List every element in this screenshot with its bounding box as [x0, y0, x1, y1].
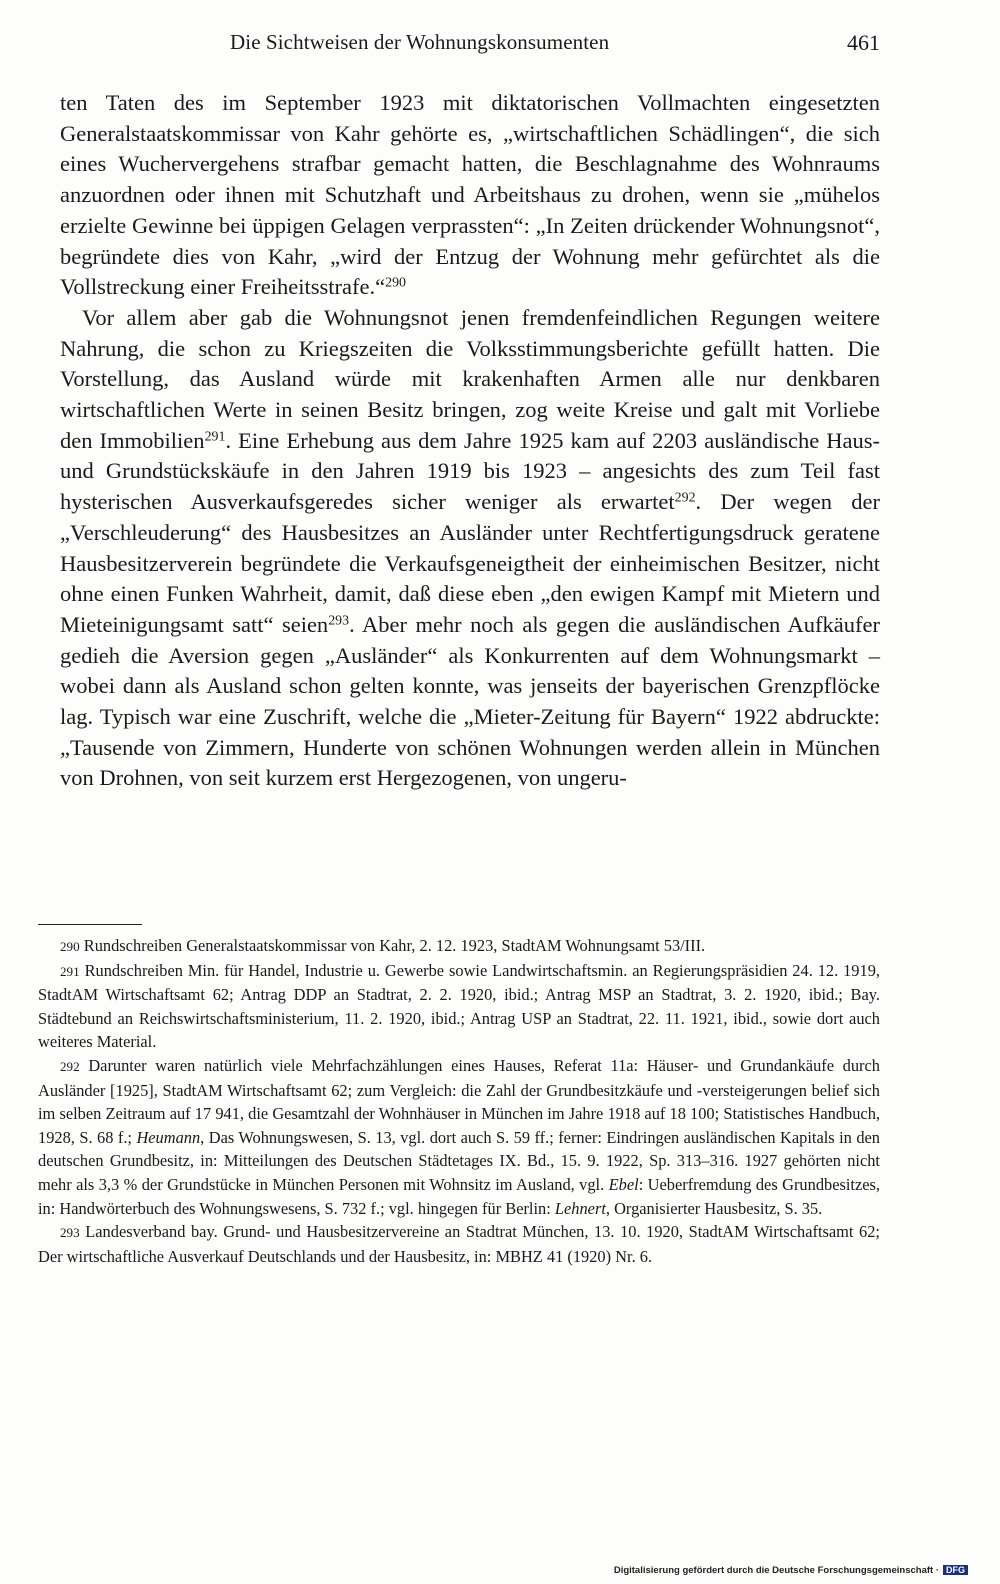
footnote-291 — [38, 959, 880, 1054]
footnote-292 — [38, 1054, 880, 1220]
paragraph-text: . Der wegen der „Verschleuderung“ des Hausbesitzes an Ausländer unter Rechtfertigungsdruck geratene Hausbesitzerverein begründete die Verkaufsgeneigtheit der einheimischen Besitzer, nicht ohne einen Funken Wahrheit, damit, daß diese eben „den ewigen Kampf mit Mietern und Mieteinigungsamt satt“ seien — [60, 489, 880, 637]
footnote-ref-291[interactable]: 291 — [204, 429, 226, 445]
main-text — [60, 88, 880, 794]
digitization-text: Digitalisierung gefördert durch die Deutsche Forschungsgemeinschaft · — [613, 1565, 939, 1576]
footnote-290 — [38, 934, 880, 959]
footnote-number: 291 — [60, 963, 80, 979]
author-name: Heumann — [136, 1127, 201, 1147]
author-name: Lehnert — [554, 1198, 606, 1218]
footnote-number: 293 — [60, 1225, 80, 1241]
footnote-ref-290[interactable]: 290 — [385, 275, 407, 291]
paragraph-text: ten Taten des im September 1923 mit diktatorischen Vollmachten eingesetzten Generalstaatskommissar von Kahr gehörte es, „wirtschaftlichen Schädlingen“, die sich eines Wuchervergehens strafbar gemacht hatten, die Beschlagnahme des Wohnraums anzuordnen oder ihnen mit Schutzhaft und Arbeitshaus zu drohen, wenn sie „mühelos erzielte Gewinne bei üppigen Gelagen verprassten“: „In Zeiten drückender Wohnungsnot“, begründete dies von Kahr, „wird der Entzug der Wohnung mehr gefürchtet als die Vollstreckung einer Freiheitsstrafe.“ — [60, 90, 880, 300]
footnotes — [38, 934, 880, 1268]
footnote-text: Rundschreiben Min. für Handel, Industrie u. Gewerbe sowie Landwirtschaftsmin. an Regierungspräsidien 24. 12. 1919, StadtAM Wirtschaftsamt 62; Antrag DDP an Stadtrat, 2. 2. 1920, ibid.; Antrag MSP an Stadtrat, 3. 2. 1920, ibid.; Bay. Städtebund an Reichswirtschaftsministerium, 11. 2. 1920, ibid.; Antrag USP an Stadtrat, 22. 11. 1921, ibid., sowie dort auch weiteres Material. — [38, 960, 880, 1052]
paragraph-text: . Aber mehr noch als gegen die ausländischen Aufkäufer gedieh die Aversion gegen „Ausländer“ als Konkurrenten auf dem Wohnungsmarkt – wobei dann als Ausland schon gelten konnte, was jenseits der bayerischen Grenzpflöcke lag. Typisch war eine Zuschrift, welche die „Mieter-Zeitung für Bayern“ 1922 abdruckte: „Tausende von Zimmern, Hunderte von schönen Wohnungen werden allein in München von Drohnen, von seit kurzem erst Hergezogenen, von ungeru- — [60, 611, 880, 791]
paragraph — [60, 88, 880, 303]
page-number: 461 — [847, 30, 880, 55]
dfg-logo-icon: DFG — [943, 1565, 968, 1575]
footnote-text: Rundschreiben Generalstaatskommissar von Kahr, 2. 12. 1923, StadtAM Wohnungsamt 53/III. — [83, 936, 706, 955]
paragraph-text: . Eine Erhebung aus dem Jahre 1925 kam auf 2203 ausländische Haus- und Grundstückskäufe in den Jahren 1919 bis 1923 – angesichts des zum Teil fast hysterischen Ausverkaufsgeredes sicher weniger als erwartet — [60, 427, 880, 515]
footnote-text: Landesverband bay. Grund- und Hausbesitzervereine an Stadtrat München, 13. 10. 1920, StadtAM Wirtschaftsamt 62; Der wirtschaftliche Ausverkauf Deutschlands und der Hausbesitz, in: MBHZ 41 (1920) Nr. 6. — [38, 1222, 880, 1266]
author-name: Ebel — [608, 1174, 639, 1194]
paragraph — [60, 303, 880, 794]
digitization-credit — [614, 1565, 968, 1576]
running-title: Die Sichtweisen der Wohnungskonsumenten — [230, 30, 610, 54]
footnote-text: , Das Wohnungswesen, S. 13, vgl. dort auch S. 59 ff.; ferner: Eindringen ausländischen Kapitals in den deutschen Grundbesitz, in: Mitteilungen des Deutschen Städtetages IX. Bd., 15. 9. 1922, Sp. 313–316. 1927 gehörten nicht mehr als 3,3 % der Grundstücke in München Personen mit Wohnsitz im Ausland, vgl. — [38, 1127, 880, 1194]
footnote-text: , Organisierter Hausbesitz, S. 35. — [605, 1198, 823, 1218]
footnote-separator — [38, 924, 142, 925]
footnote-ref-293[interactable]: 293 — [328, 613, 350, 629]
page-header — [60, 30, 880, 64]
footnote-number: 292 — [60, 1058, 80, 1074]
footnote-text: Darunter waren natürlich viele Mehrfachzählungen eines Hauses, Referat 11a: Häuser- und Grundankäufe durch Ausländer [1925], StadtAM Wirtschaftsamt 62; zum Vergleich: die Zahl der Grundbesitzkäufe und -versteigerungen belief sich im selben Zeitraum auf 17 941, die Gesamtzahl der Wohnhäuser in München im Jahre 1918 auf 18 100; Statistisches Handbuch, 1928, S. 68 f.; — [38, 1055, 880, 1147]
footnote-number: 290 — [60, 939, 80, 954]
footnote-text: : Ueberfremdung des Grundbesitzes, in: Handwörterbuch des Wohnungswesens, S. 732 f.; vgl. hingegen für Berlin: — [38, 1174, 880, 1218]
footnote-293 — [38, 1220, 880, 1268]
paragraph-text: Vor allem aber gab die Wohnungsnot jenen fremdenfeindlichen Regungen weitere Nahrung, die schon zu Kriegszeiten die Volksstimmungsberichte gefüllt hatten. Die Vorstellung, das Ausland würde mit krakenhaften Armen alle nur denkbaren wirtschaftlichen Werte in seinen Besitz bringen, zog weite Kreise und galt mit Vorliebe den Immobilien — [60, 304, 880, 453]
footnote-ref-292[interactable]: 292 — [674, 490, 696, 506]
